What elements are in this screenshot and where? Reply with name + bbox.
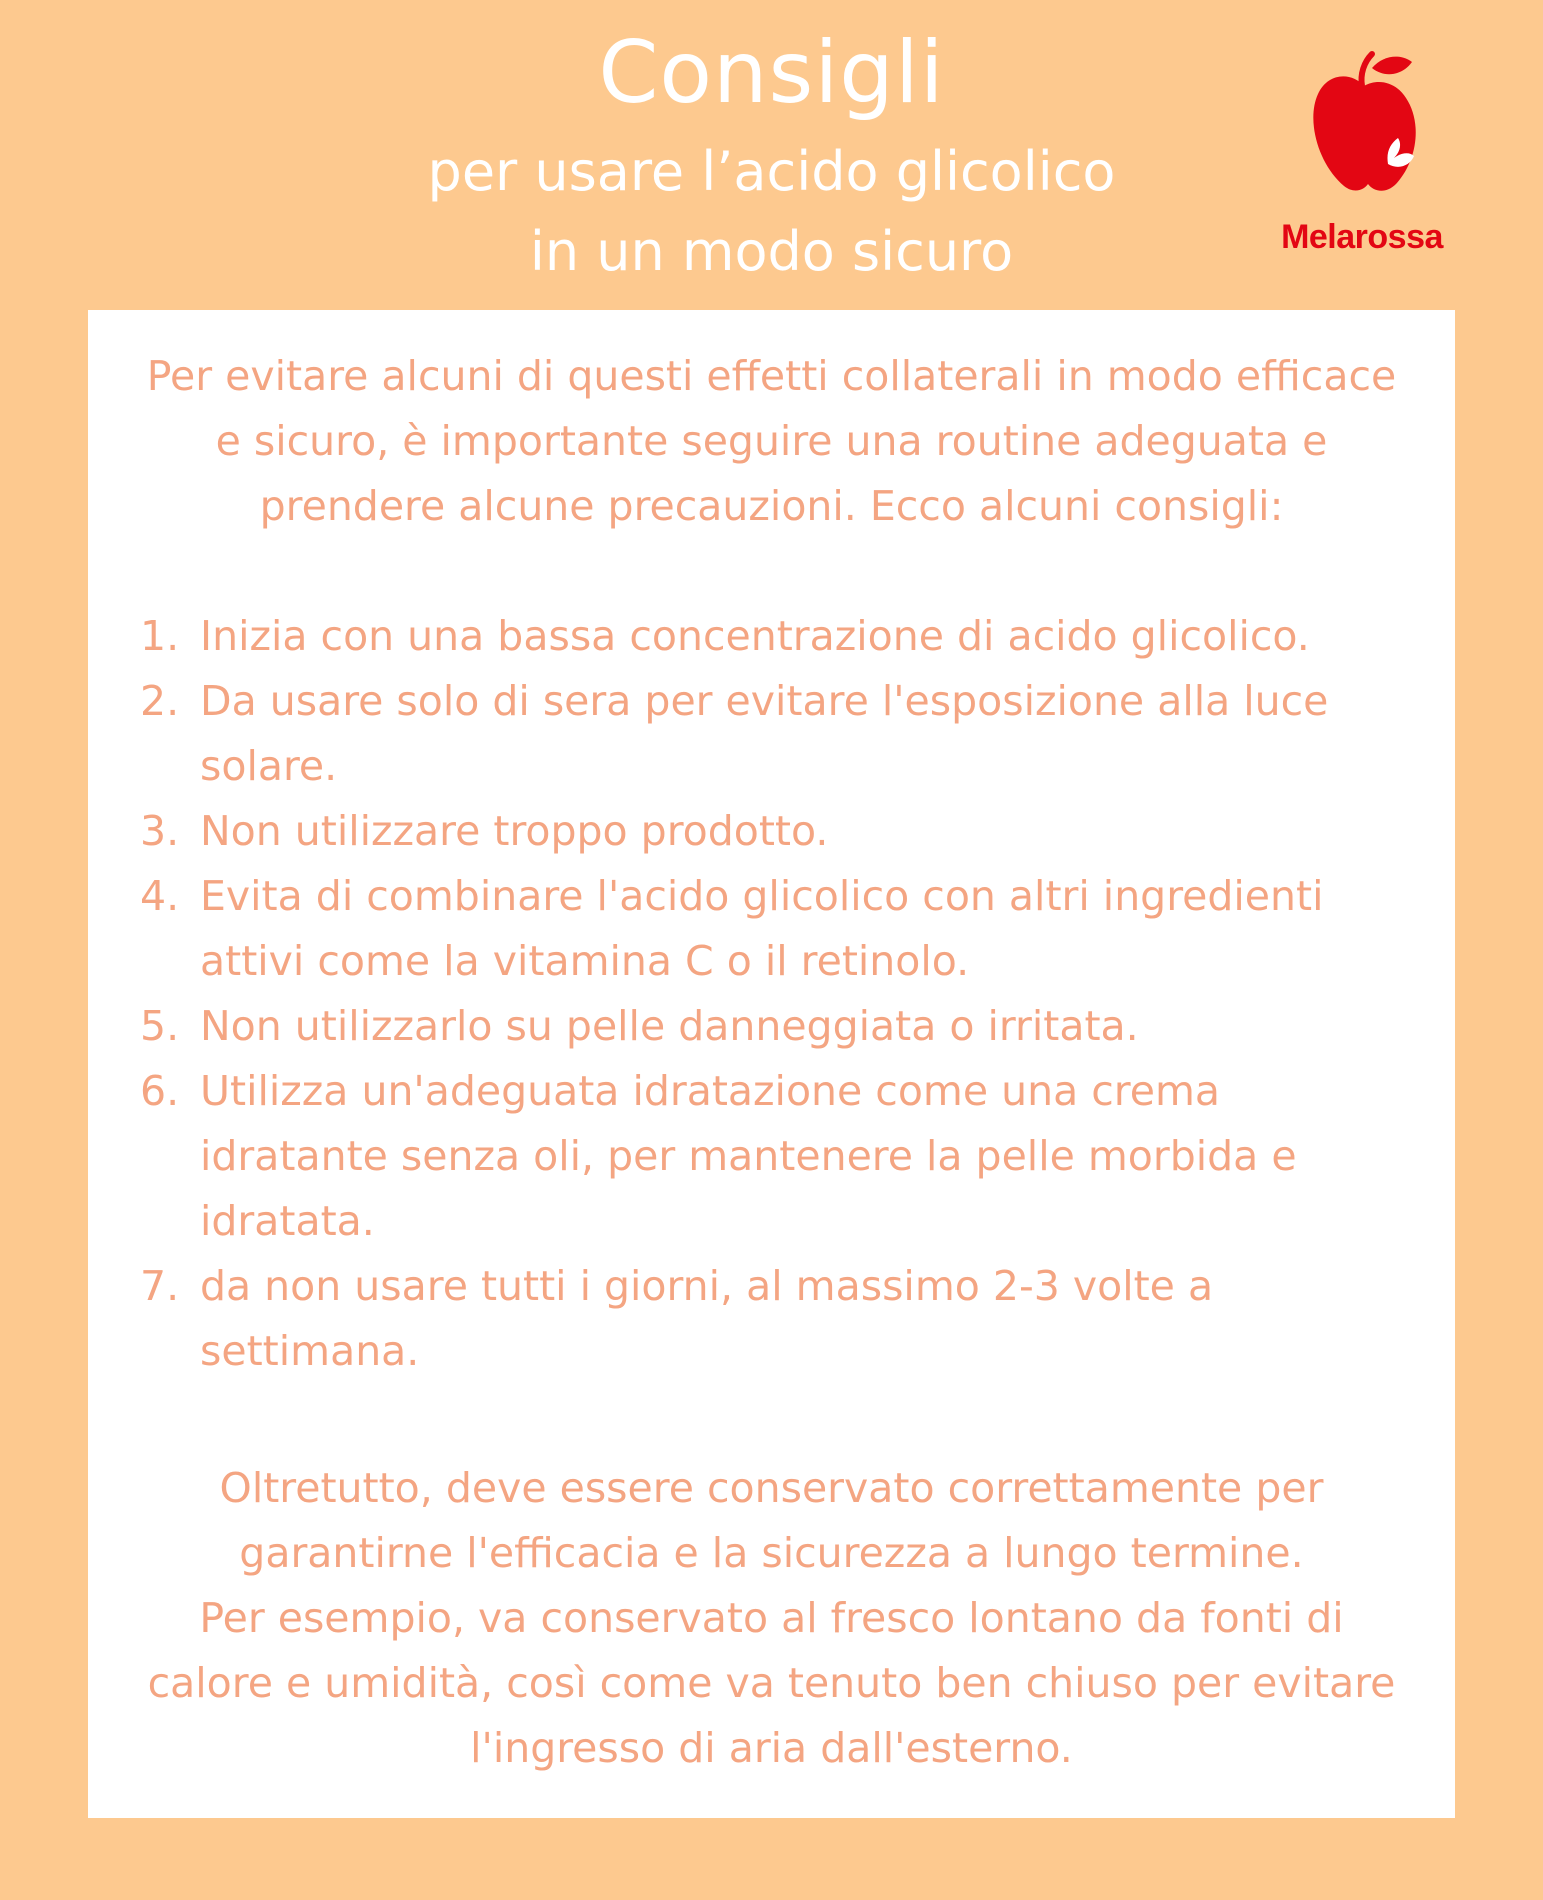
list-item-number: 6. [140, 1067, 180, 1115]
page-title: Consigli [598, 23, 945, 123]
intro-paragraph: Per evitare alcuni di questi effetti collaterali in modo efficace e sicuro, è importante seguire una routine adeguata e prendere alcune precauzioni. Ecco alcuni consigli: [146, 352, 1397, 530]
list-item-number: 2. [140, 677, 180, 725]
list-item [140, 1059, 1390, 1254]
list-item-text: Utilizza un'adeguata idratazione come una crema idratante senza oli, per mantenere la pelle morbida e idratata. [200, 1067, 1297, 1245]
list-item [140, 994, 1390, 1059]
outro-line-4: calore e umidità, così come va tenuto ben chiuso per evitare [147, 1659, 1396, 1707]
list-item [140, 799, 1390, 864]
list-item [140, 1254, 1390, 1384]
outro-line-3: Per esempio, va conservato al fresco lontano da fonti di [199, 1594, 1344, 1642]
apple-icon [1302, 48, 1422, 198]
list-item-number: 5. [140, 1002, 180, 1050]
list-item [140, 669, 1390, 799]
list-item [140, 864, 1390, 994]
brand-logo [1262, 48, 1462, 258]
outro-paragraph [128, 1456, 1415, 1781]
list-item-number: 4. [140, 872, 180, 920]
tips-list [140, 604, 1390, 1384]
list-item-number: 3. [140, 807, 180, 855]
list-item-text: Evita di combinare l'acido glicolico con altri ingredienti attivi come la vitamina C o il retinolo. [200, 872, 1324, 985]
outro-line-2: garantirne l'efficacia e la sicurezza a lungo termine. [239, 1529, 1304, 1577]
list-item-text: da non usare tutti i giorni, al massimo 2-3 volte a settimana. [200, 1262, 1214, 1375]
list-item-text: Inizia con una bassa concentrazione di acido glicolico. [200, 612, 1310, 660]
content-card [88, 310, 1455, 1818]
header [0, 0, 1543, 300]
outro-line-5: l'ingresso di aria dall'esterno. [470, 1724, 1073, 1772]
list-item-text: Non utilizzarlo su pelle danneggiata o irritata. [200, 1002, 1139, 1050]
list-item-text: Da usare solo di sera per evitare l'esposizione alla luce solare. [200, 677, 1329, 790]
list-item-number: 1. [140, 612, 180, 660]
list-item [140, 604, 1390, 669]
brand-name: Melarossa [1281, 218, 1443, 256]
list-item-text: Non utilizzare troppo prodotto. [200, 807, 829, 855]
subtitle-line-2: in un modo sicuro [529, 220, 1014, 283]
subtitle-line-1: per usare l’acido glicolico [427, 140, 1116, 203]
list-item-number: 7. [140, 1262, 180, 1310]
outro-line-1: Oltretutto, deve essere conservato correttamente per [219, 1464, 1324, 1512]
